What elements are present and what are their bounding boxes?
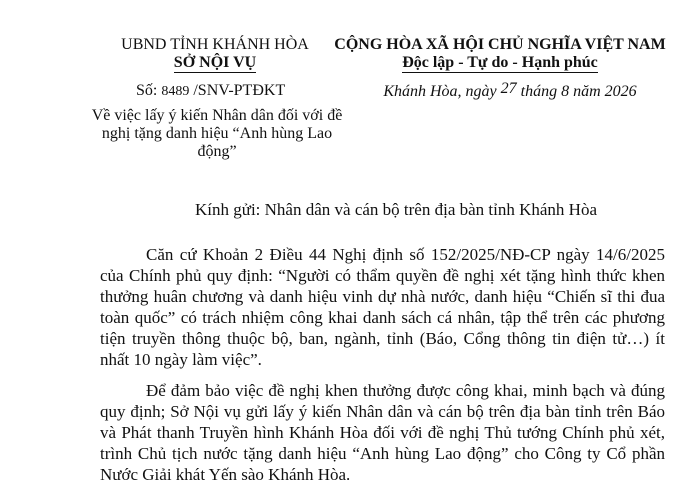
national-motto: Độc lập - Tự do - Hạnh phúc <box>402 54 598 71</box>
date-prefix: Khánh Hòa, ngày <box>383 83 497 100</box>
number-suffix: /SNV-PTĐKT <box>193 82 286 99</box>
nation-title: CỘNG HÒA XÃ HỘI CHỦ NGHĨA VIỆT NAM <box>334 36 666 53</box>
body-paragraph: Căn cứ Khoản 2 Điều 44 Nghị định số 152/2025/NĐ-CP ngày 14/6/2025 của Chính phủ quy định: “Người có thẩm quyền đề nghị xét tặng hình thức khen thưởng huân chương và danh hiệu vinh dự nhà nước, danh hiệu “Chiến sĩ thi đua toàn quốc” có trách nhiệm công khai danh sách cá nhân, tập thể trên các phương tiện truyền thông thuộc bộ, ban, ngành, tỉnh (Báo, Cổng thông tin điện tử…) ít nhất 10 ngày làm việc”. <box>100 245 665 369</box>
date-suffix: tháng 8 năm 2026 <box>520 83 637 100</box>
national-header <box>330 36 670 101</box>
number-value: 8489 <box>161 84 190 99</box>
document-number <box>90 82 340 101</box>
province-name: UBND TỈNH KHÁNH HÒA <box>121 36 309 53</box>
document-subject: Về việc lấy ý kiến Nhân dân đối với đề nghị tặng danh hiệu “Anh hùng Lao động” <box>91 107 343 160</box>
document-body <box>100 244 665 495</box>
body-paragraph: Để đảm bảo việc đề nghị khen thưởng được công khai, minh bạch và đúng quy định; Sở Nội vụ gửi lấy ý kiến Nhân dân và cán bộ trên địa bàn tỉnh trên Báo và Phát thanh Truyền hình Khánh Hòa đối với đề nghị Thủ tướng Chính phủ xét, trình Chủ tịch nước tặng danh hiệu “Anh hùng Lao động” cho Công ty Cổ phần Nước Giải khát Yến sào Khánh Hòa. <box>100 381 665 484</box>
department-name: SỞ NỘI VỤ <box>173 54 257 71</box>
date-line <box>330 80 670 101</box>
recipient-line: Kính gửi: Nhân dân và cán bộ trên địa bàn tỉnh Khánh Hòa <box>195 200 597 219</box>
date-day: 27 <box>500 80 517 97</box>
issuer-block <box>90 36 340 101</box>
number-prefix: Số: <box>136 82 158 99</box>
